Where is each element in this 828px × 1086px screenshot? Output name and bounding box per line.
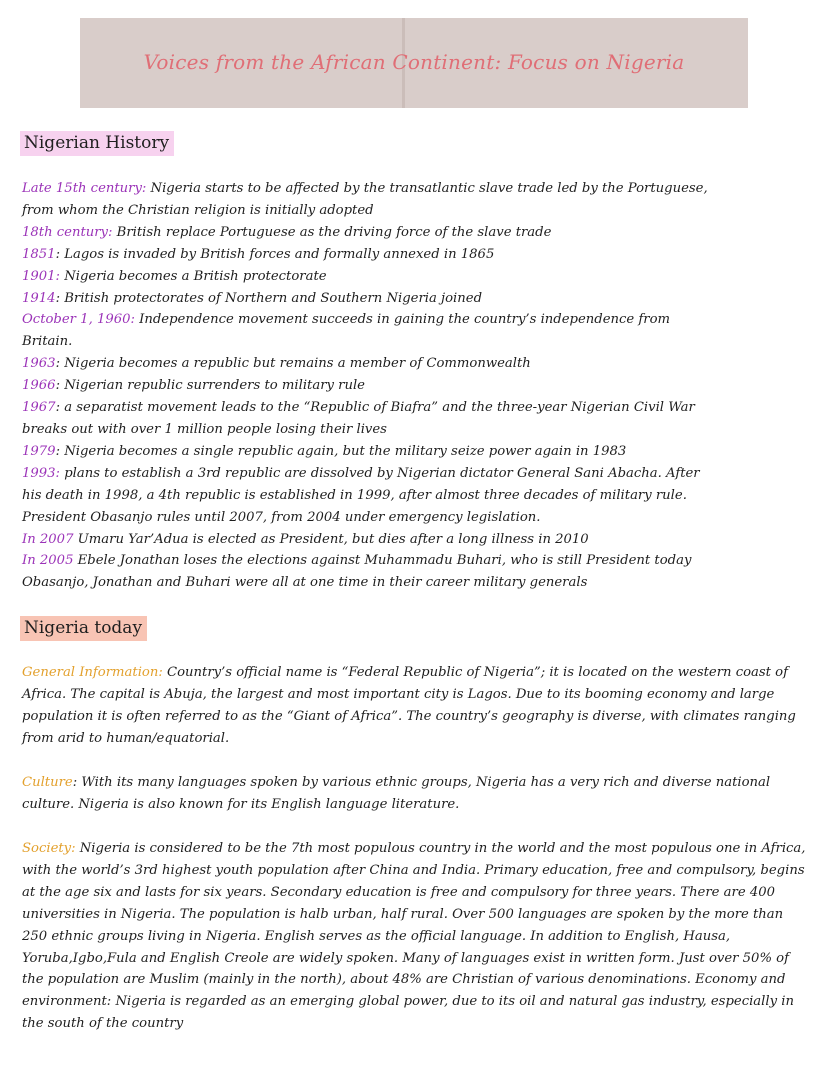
general-information-text: Country’s official name is “Federal Republic of Nigeria”; it is located on the western coast of Africa. The capital is Abuja, the largest and most important city is Lagos. Due to its booming economy and large population it is often referred to as the “Giant of Africa”. The country’s geography is diverse, with climates ranging from arid to human/equatorial. — [22, 665, 796, 746]
history-line-text: Independence movement succeeds in gaining the country’s independence from — [134, 312, 671, 328]
history-line-text: : a separatist movement leads to the “Republic of Biafra” and the three-year Nigerian Civil War — [55, 400, 695, 416]
today-heading: Nigeria today — [20, 616, 147, 641]
history-line-text: Obasanjo, Jonathan and Buhari were all at one time in their career military generals — [22, 575, 588, 591]
history-line-label: 1967 — [22, 400, 56, 416]
history-line-text: Nigeria becomes a British protectorate — [60, 268, 327, 284]
history-line — [22, 463, 808, 485]
history-line — [22, 550, 808, 572]
history-line-text: Ebele Jonathan loses the elections against Muhammadu Buhari, who is still President today — [73, 553, 692, 569]
history-line-label: 1993: — [22, 465, 61, 481]
history-line-label: October 1, 1960: — [22, 312, 135, 328]
history-line-text: : British protectorates of Northern and Southern Nigeria joined — [55, 290, 483, 306]
history-line-text: British replace Portuguese as the driving force of the slave trade — [112, 224, 552, 240]
history-line — [22, 507, 808, 529]
society-label: Society: — [22, 841, 76, 856]
history-heading: Nigerian History — [20, 131, 174, 156]
history-line-label: In 2007 — [22, 531, 74, 547]
history-line — [22, 309, 808, 331]
history-line-label: 1914 — [22, 290, 56, 306]
history-line-label: 1901: — [22, 268, 61, 284]
society-paragraph — [22, 838, 808, 1035]
history-line — [22, 485, 808, 507]
history-timeline — [22, 178, 808, 594]
history-line — [22, 572, 808, 594]
history-line-text: : Nigeria becomes a republic but remains a member of Commonwealth — [55, 356, 531, 372]
society-text: Nigeria is considered to be the 7th most populous country in the world and the most populous one in Africa, with the world’s 3rd highest youth population after China and India. Primary education, free and compulsory, begins at the age six and lasts for six years. Secondary education is free and compulsory for three years. There are 400 universities in Nigeria. The population is halb urban, half rural. Over 500 languages are spoken by the more than 250 ethnic groups living in Nigeria. English serves as the official language. In addition to English, Hausa, Yoruba,Igbo,Fula and English Creole are widely spoken. Many of languages exist in written form. Just over 50% of the population are Muslim (mainly in the north), about 48% are Christian of various denominations. Economy and environment: Nigeria is regarded as an emerging global power, due to its oil and natural gas industry, especially in the south of the country — [22, 841, 806, 1032]
history-line-text: from whom the Christian religion is initially adopted — [22, 202, 374, 218]
history-line-text: : Lagos is invaded by British forces and formally annexed in 1865 — [55, 246, 495, 262]
history-line — [22, 178, 808, 200]
history-line-text: plans to establish a 3rd republic are dissolved by Nigerian dictator General Sani Abacha. After — [60, 465, 700, 481]
culture-text: : With its many languages spoken by various ethnic groups, Nigeria has a very rich and diverse national culture. Nigeria is also known for its English language literature. — [22, 775, 771, 812]
history-line-text: : Nigeria becomes a single republic again, but the military seize power again in 1983 — [55, 443, 627, 459]
history-line-text: breaks out with over 1 million people losing their lives — [22, 421, 387, 437]
history-line-text: : Nigerian republic surrenders to military rule — [55, 378, 365, 394]
history-line — [22, 200, 808, 222]
culture-label: Culture — [22, 775, 73, 790]
history-line-text: Umaru Yar’Adua is elected as President, but dies after a long illness in 2010 — [73, 531, 589, 547]
history-line — [22, 375, 808, 397]
history-line-label: Late 15th century: — [22, 181, 147, 196]
history-line-label: 18th century: — [22, 224, 113, 240]
history-line-label: 1966 — [22, 378, 56, 394]
history-line-label: 1851 — [22, 246, 56, 262]
general-information-label: General Information: — [22, 665, 163, 680]
history-line — [22, 419, 808, 441]
history-line — [22, 266, 808, 288]
history-line — [22, 529, 808, 551]
history-line — [22, 353, 808, 375]
history-line — [22, 397, 808, 419]
culture-paragraph — [22, 772, 808, 816]
history-line-text: Nigeria starts to be affected by the transatlantic slave trade led by the Portuguese, — [146, 181, 708, 196]
history-line-label: 1979 — [22, 443, 56, 459]
history-line-text: his death in 1998, a 4th republic is established in 1999, after almost three decades of military rule. — [22, 487, 687, 503]
history-line — [22, 441, 808, 463]
history-line — [22, 222, 808, 244]
general-information-paragraph — [22, 662, 808, 750]
history-line — [22, 331, 808, 353]
page-title: Voices from the African Continent: Focus on Nigeria — [143, 50, 685, 74]
history-line — [22, 244, 808, 266]
history-line — [22, 288, 808, 310]
history-line-text: Britain. — [22, 334, 73, 350]
history-line-label: 1963 — [22, 356, 56, 372]
history-line-text: President Obasanjo rules until 2007, from 2004 under emergency legislation. — [22, 509, 541, 525]
history-line-label: In 2005 — [22, 553, 74, 569]
